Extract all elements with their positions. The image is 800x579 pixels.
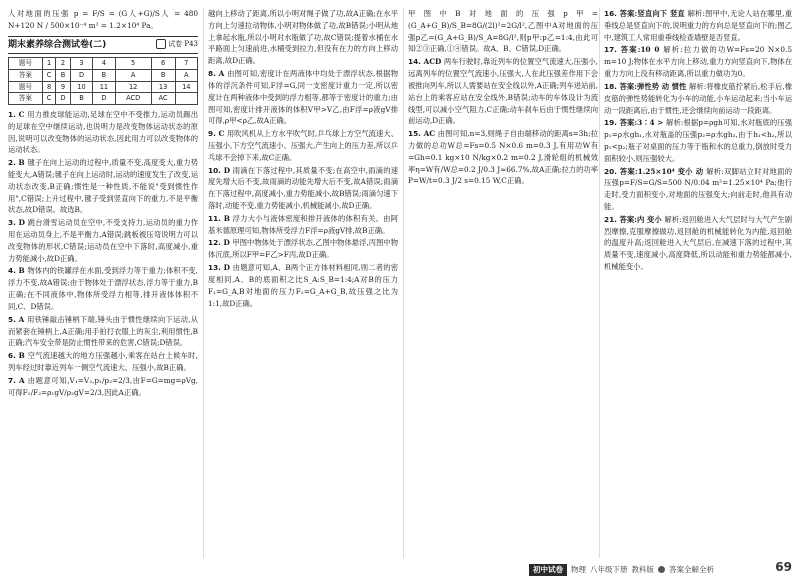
answer-item <box>604 81 792 116</box>
item-number: 14. <box>408 57 424 67</box>
table-cell: 1 <box>42 58 55 70</box>
answer-item <box>604 166 792 213</box>
item-text: 两车行驶时,靠近列车的位置空气流速大,压强小,远离列车的位置空气流速小,压强大,人在此压强差作用下会被推向列车,所以人需要站在安全线以外,A正确;列车进站前,站台上的乘客应站在安全线外,B错误;动车的车体设计为流线型,可以减小空气阻力,C正确;动车刹车后由于惯性继续向前运动,D正确。 <box>408 57 598 126</box>
table-cell: 题号 <box>9 58 43 70</box>
answer-item <box>408 128 598 187</box>
item-text: 毽子在向上运动的过程中,质量不变,高度变大,重力势能变大,A错误;毽子在向上运动时,运动的速度发生了改变,运动状态改变,B正确;惯性是一种性质,不能说"受到惯性作用",C错误;上升过程中,毽子受到竖直向下的重力,不是平衡状态,故D错误。故选B。 <box>8 158 198 215</box>
item-number: 5. <box>8 314 19 324</box>
item-text: 由题意可知,A、B两个正方体材料相同,则二者的密度相同,A、B的底面积之比S_A:S_B=1:4;A对B的压力F₁=G_A,B对地面的压力F₂=G_A+G_B,故压强之比为1:1,故D正确。 <box>208 263 398 308</box>
column-1 <box>8 8 198 561</box>
item-text: 解析:根据p=ρgh可知,水对瓶底的压强p₁=ρ水gh₁,水对瓶盖的压强p₂=ρ水gh₂,由于h₁<h₂,所以p₁<p₂;瓶子对桌面的压力等于瓶和水的总重力,倒放时受力面积较小,则压强较大。 <box>604 118 792 163</box>
answer-item <box>408 56 598 127</box>
table-cell: C <box>42 93 55 105</box>
table-cell: A <box>115 69 151 81</box>
bullet-icon <box>658 566 665 573</box>
item-text: 空气流速越大的地方压强越小,乘客在站台上候车时,列车经过时靠近列车一侧空气流速大、压强小,故B正确。 <box>8 351 198 372</box>
column-4 <box>604 8 792 561</box>
item-text: 用吹风机从上方水平吹气时,乒乓球上方空气流速大、压强小,下方空气流速小、压强大,产生向上的压力差,所以乒乓球不会掉下来,故C正确。 <box>208 129 398 162</box>
item-number: 2. <box>8 158 19 168</box>
item-number: 7. <box>8 375 19 385</box>
item-answer: D <box>223 263 233 273</box>
answer-item <box>8 217 198 264</box>
table-cell: B <box>56 69 71 81</box>
item-text: 物体内的铁罐浮在水面,受到浮力等于重力;体积不变,浮力不变,故A错误;由于物体处于漂浮状态,浮力等于重力,B正确;在不同液体中,物体所受浮力相等,排开液体体积不同,C、D错误。 <box>8 266 198 311</box>
item-text: 甲图中物体处于漂浮状态,乙图中物体悬浮,丙图中物体沉底,所以F甲=F乙>F丙,故D正确。 <box>208 238 398 260</box>
item-text: 雨滴在下落过程中,其质量不变;在高空中,雨滴的速度先增大后不变,故雨滴的动能先增大后不变,故A错误;雨滴在下落过程中,高度减小,重力势能减小,故B错误;雨滴匀速下落时,动能不变,重力势能减小,机械能减小,故D正确。 <box>208 165 398 210</box>
column-2 <box>208 8 398 561</box>
item-text: 解析:返回舱进入大气层时与大气产生剧烈摩擦,克服摩擦做功,返回舱的机械能转化为内能,返回舱的温度升高;返回舱进入大气层后,在减速下落的过程中,其质量不变,速度减小,高度降低,所以动能和重力势能都减小,机械能变小。 <box>604 214 792 272</box>
answer-item <box>408 8 598 55</box>
item-number: 11. <box>208 213 224 223</box>
column-divider <box>403 8 404 558</box>
item-answer: B <box>18 158 28 168</box>
footer-bar <box>529 564 714 576</box>
answer-item <box>8 157 198 216</box>
item-answer: A <box>218 69 228 79</box>
item-text: 解析:拉力做的功W=Fs=20 N×0.5 m=10 J;物体在水平方向上移动,重力方向竖直向下,物体在重力方向上没有移动距离,所以重力做功为0。 <box>604 45 792 79</box>
item-text: 解析:双脚站立时对地面的压强p=F/S=G/S=500 N/0.04 m²=1.25×10⁴ Pa;他行走时,受力面积变小,对地面的压强变大;向前走时,他具有动能。 <box>604 166 792 211</box>
item-answer: 答案:竖直向下 竖直 <box>619 9 688 18</box>
item-number: 12. <box>208 238 224 248</box>
table-cell: 8 <box>42 81 55 93</box>
tail-label: 答案全解全析 <box>669 564 714 574</box>
item-text: 甲图中B对地面的压强p甲=(G_A+G_B)/S_B=8G/(2l)²=2G/l²,乙图中A对地面的压强p乙=(G_A+G_B)/S_A=8G/l²,则p甲:p乙=1:4,由此可知②③正确,①④错误。故A、B、C错误,D正确。 <box>408 9 598 54</box>
table-cell: 11 <box>93 81 115 93</box>
table-cell: A <box>175 69 197 81</box>
item-number: 15. <box>408 129 424 139</box>
table-cell: 2 <box>56 58 71 70</box>
table-cell: B <box>93 69 115 81</box>
item-answer: 答案:1.25×10⁴ 变小 动 <box>619 166 707 176</box>
col2-items <box>208 8 398 309</box>
table-cell: D <box>93 93 115 105</box>
page-footer <box>0 561 800 579</box>
table-cell: 12 <box>115 81 151 93</box>
item-text: 跳台滑雪运动员在空中,不受支持力,运动员的重力作用在运动员身上,不是平衡力,A错误;跳板被压弯说明力可以改变物体的形状,C错误;运动员在空中下落时,高度减小,重力势能减小,故D正确。 <box>8 218 198 263</box>
answer-item <box>208 213 398 237</box>
item-text: 解析:图甲中,无论人站在哪里,重垂线总是竖直向下的,说明重力的方向总是竖直向下的;图乙中,建筑工人常用重垂线检查墙壁是否竖直。 <box>604 9 792 42</box>
item-number: 19. <box>604 118 620 128</box>
answer-item <box>8 109 198 156</box>
col3-items <box>408 8 598 187</box>
item-number: 16. <box>604 9 620 18</box>
table-cell: 6 <box>151 58 175 70</box>
item-answer: 答案:10 0 <box>620 45 664 55</box>
item-answer: B <box>18 266 28 276</box>
answer-table <box>8 57 198 105</box>
item-number: 1. <box>8 109 19 119</box>
item-answer: 答案:3∶4 > <box>619 118 667 128</box>
item-number: 10. <box>208 165 224 175</box>
grade-label: 八年级下册 <box>590 564 628 574</box>
item-answer: D <box>223 165 233 175</box>
section-header <box>8 36 198 55</box>
table-cell: D <box>56 93 71 105</box>
answer-item <box>604 8 792 43</box>
edition-label: 教科版 <box>631 564 654 574</box>
table-cell: 7 <box>175 58 197 70</box>
table-cell: 13 <box>151 81 175 93</box>
column-3 <box>408 8 598 561</box>
item-number: 13. <box>208 263 224 273</box>
item-text: 越向上移动了距离,所以小明对绳子做了功,故A正确;在水平方向上匀速拉动物体,小明对物体做了功,故B错误;小明从地上拿起水瓶,所以小明对水瓶做了功,故C错误;提着水桶在水平路面上匀速前进,水桶受到拉力,但没有在力的方向上移动距离,故D正确。 <box>208 9 398 66</box>
answer-item <box>604 117 792 164</box>
table-cell: 5 <box>115 58 151 70</box>
column-divider <box>599 8 600 558</box>
item-text: 用铁锤敲击锤柄下端,锤头由于惯性继续向下运动,从而紧套在锤柄上,A正确;用手拍打衣服上的灰尘,利用惯性,B正确;汽车安全带是防止惯性带来的危害,C错误;D错误。 <box>8 314 198 348</box>
table-cell: 10 <box>70 81 92 93</box>
table-cell: AC <box>151 93 175 105</box>
item-text: 由图可知,n=3,则绳子自由端移动的距离s=3h;拉力做的总功W总=Fs=0.5 N×0.6 m=0.3 J,有用功W有=Gh=0.1 kg×10 N/kg×0.2 m=0.2 J,滑轮组的机械效率η=W有/W总=0.2 J/0.3 J≈66.7%,故A正确;拉力的功率P=W/t=0.3 J/2 s=0.15 W,C正确。 <box>408 129 598 186</box>
table-cell: 14 <box>175 81 197 93</box>
answer-item <box>604 214 792 273</box>
table-cell: 答案 <box>9 69 43 81</box>
table-cell: ACD <box>115 93 151 105</box>
item-number: 6. <box>8 351 19 361</box>
item-answer: D <box>223 238 233 248</box>
item-answer: AC <box>423 129 438 139</box>
item-answer: A <box>18 314 28 324</box>
table-cell: B <box>70 93 92 105</box>
answer-item <box>208 68 398 127</box>
answer-item <box>8 265 198 312</box>
answer-item <box>604 44 792 79</box>
item-answer: B <box>18 351 28 361</box>
section-title: 期末素养综合测试卷(二) <box>8 39 107 50</box>
item-number: 4. <box>8 266 19 276</box>
item-number: 3. <box>8 218 19 228</box>
item-number: 18. <box>604 81 620 91</box>
brand-label: 初中试卷 <box>529 564 567 576</box>
item-answer: A <box>18 375 28 385</box>
answer-item <box>8 375 198 399</box>
answer-item <box>208 262 398 309</box>
col1-top-text: 人对地面的压强 p = F/S = (G人+G)/S人 = 480 N+120 N / 500×10⁻⁴ m² = 1.2×10⁴ Pa。 <box>8 9 198 30</box>
table-cell: 题号 <box>9 81 43 93</box>
answer-item <box>208 165 398 212</box>
table-cell: B <box>151 69 175 81</box>
item-text: 由图可知,密度计在两液体中均处于漂浮状态,根据物体的浮沉条件可知,F浮=G,同一支密度计重力一定,所以密度计在两种液体中受到的浮力相等,都等于密度计的重力;由图可知,密度计排开液体的体积V甲>V乙,由F浮=ρ液gV排可得,ρ甲<ρ乙,故A正确。 <box>208 69 398 126</box>
table-cell: 3 <box>70 58 92 70</box>
item-number: 20. <box>604 166 620 176</box>
answer-item <box>208 128 398 163</box>
item-number: 8. <box>208 69 219 79</box>
answer-item <box>208 237 398 261</box>
item-text: 浮力大小与液体密度和排开液体的体积有关。由阿基米德原理可知,物体所受浮力F浮=ρ液gV排,故B正确。 <box>208 213 398 235</box>
item-text: 用力推皮球能运动,足球在空中不受推力,运动员踢出的足球在空中继续运动,也说明力是改变物体运动状态的原因,说明可以改变物体的运动状态,因此用力可以改变物体的运动状态。 <box>8 109 198 155</box>
col1-items <box>8 109 198 399</box>
col4-items <box>604 8 792 273</box>
column-divider <box>203 8 204 558</box>
page-ref-icon <box>156 39 166 49</box>
table-row <box>9 69 198 81</box>
item-answer: D <box>18 218 28 228</box>
table-row <box>9 93 198 105</box>
table-cell: C <box>42 69 55 81</box>
item-number: 17. <box>604 45 621 55</box>
subject-label: 物理 <box>571 564 586 574</box>
section-ref: 试卷 P43 <box>154 39 198 50</box>
answer-item <box>8 350 198 374</box>
item-answer: 答案:内 变小 <box>619 214 665 224</box>
answer-item <box>8 314 198 349</box>
table-cell: 4 <box>93 58 115 70</box>
answer-item <box>208 8 398 67</box>
item-answer: C <box>18 109 28 119</box>
table-cell <box>175 93 197 105</box>
item-text: 解析:将橡皮筋拧紧后,松手后,橡皮筋的弹性势能转化为小车的动能,小车运动起来;当小车运动一段距离后,由于惯性,还会继续向前运动一段距离。 <box>604 81 792 115</box>
page-number: 69 <box>775 559 792 574</box>
table-cell: D <box>70 69 92 81</box>
item-text: 由题意可知,V₁=V₂,p₁/p₂=2/3,由F=G=mg=ρVg,可得F₁/F₂=ρ₁gV/ρ₂gV=2/3,因此A正确。 <box>8 375 198 397</box>
table-cell: 答案 <box>9 93 43 105</box>
item-answer: ACD <box>423 57 444 67</box>
table-cell: 9 <box>56 81 71 93</box>
item-number: 9. <box>208 129 219 139</box>
item-answer: B <box>223 213 233 223</box>
item-answer: C <box>218 129 227 139</box>
table-row <box>9 81 198 93</box>
item-number: 21. <box>604 214 620 224</box>
table-row <box>9 58 198 70</box>
item-answer: 答案:弹性势 动 惯性 <box>619 81 690 91</box>
